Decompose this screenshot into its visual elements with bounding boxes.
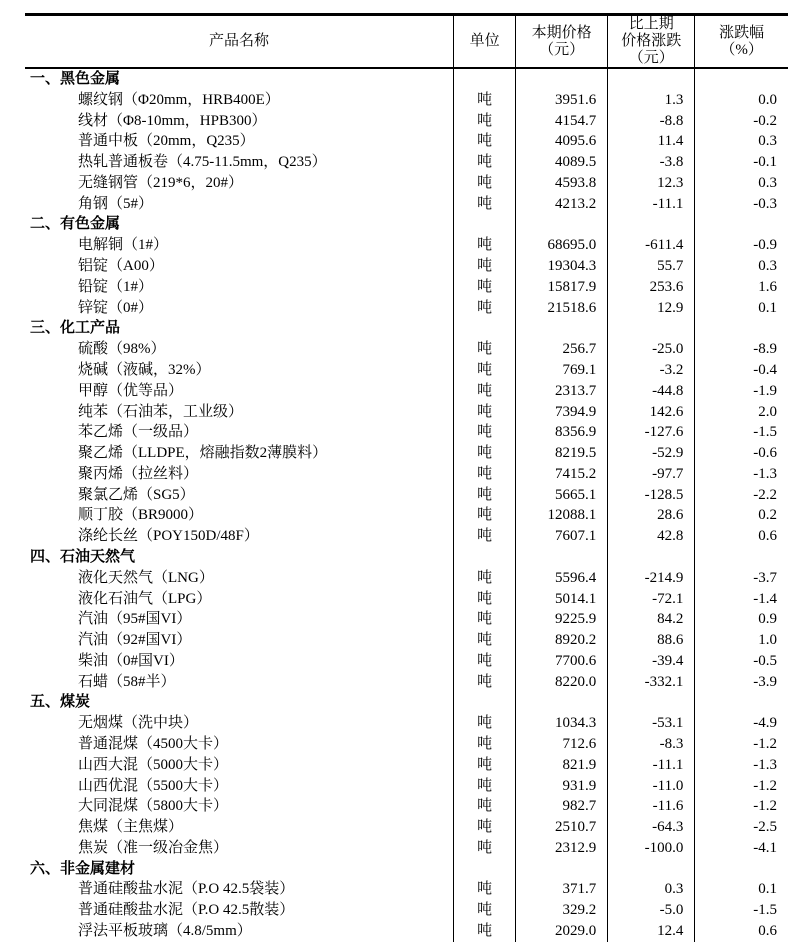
cell-product-name: 螺纹钢（Φ20mm，HRB400E） bbox=[78, 91, 280, 108]
product-row bbox=[25, 194, 788, 215]
product-row bbox=[25, 277, 788, 298]
cell-price-change: -8.8 bbox=[608, 111, 695, 132]
cell-product-name: 聚丙烯（拉丝料） bbox=[78, 465, 199, 482]
cell-unit: 吨 bbox=[454, 755, 516, 776]
product-row bbox=[25, 111, 788, 132]
cell-change-pct: -2.5 bbox=[695, 817, 788, 838]
cell-unit: 吨 bbox=[454, 111, 516, 132]
cell-change-pct: 0.6 bbox=[695, 921, 788, 942]
cell-product-name: 焦炭（准一级冶金焦） bbox=[78, 839, 229, 856]
cell-unit: 吨 bbox=[454, 339, 516, 360]
cell-unit: 吨 bbox=[454, 921, 516, 942]
cell-unit: 吨 bbox=[454, 900, 516, 921]
section-empty-cell bbox=[516, 214, 608, 235]
cell-current-price: 8219.5 bbox=[516, 443, 608, 464]
cell-product-name: 锌锭（0#） bbox=[78, 299, 154, 316]
cell-price-change: -100.0 bbox=[608, 838, 695, 859]
cell-product-name: 焦煤（主焦煤） bbox=[78, 819, 184, 836]
cell-current-price: 8220.0 bbox=[516, 672, 608, 693]
cell-current-price: 12088.1 bbox=[516, 505, 608, 526]
column-header-line: （元） bbox=[539, 41, 585, 58]
product-row bbox=[25, 651, 788, 672]
cell-price-change: 253.6 bbox=[608, 277, 695, 298]
cell-change-pct: -1.5 bbox=[695, 900, 788, 921]
cell-unit: 吨 bbox=[454, 173, 516, 194]
cell-change-pct: -0.9 bbox=[695, 235, 788, 256]
section-empty-cell bbox=[516, 547, 608, 568]
column-header-line: 产品名称 bbox=[209, 33, 270, 49]
cell-price-change: -11.6 bbox=[608, 796, 695, 817]
product-row bbox=[25, 464, 788, 485]
column-header-line: 本期价格 bbox=[531, 24, 592, 41]
table-header bbox=[25, 15, 788, 69]
cell-current-price: 5014.1 bbox=[516, 589, 608, 610]
cell-price-change: -97.7 bbox=[608, 464, 695, 485]
cell-product-name: 烧碱（液碱，32%） bbox=[78, 361, 211, 378]
section-empty-cell bbox=[516, 859, 608, 880]
cell-unit: 吨 bbox=[454, 817, 516, 838]
cell-change-pct: 1.0 bbox=[695, 630, 788, 651]
cell-product-name: 铅锭（1#） bbox=[78, 278, 154, 295]
cell-product-name: 涤纶长丝（POY150D/48F） bbox=[78, 528, 259, 545]
cell-product-name: 无缝钢管（219*6，20#） bbox=[78, 174, 244, 191]
product-row bbox=[25, 422, 788, 443]
cell-product-name: 普通硅酸盐水泥（P.O 42.5袋装） bbox=[78, 881, 295, 898]
cell-change-pct: 0.2 bbox=[695, 505, 788, 526]
cell-price-change: 1.3 bbox=[608, 90, 695, 111]
section-empty-cell bbox=[695, 692, 788, 713]
product-row bbox=[25, 568, 788, 589]
cell-unit: 吨 bbox=[454, 152, 516, 173]
cell-unit: 吨 bbox=[454, 796, 516, 817]
table-body bbox=[25, 68, 788, 942]
cell-product-name: 苯乙烯（一级品） bbox=[78, 424, 199, 441]
cell-price-change: -52.9 bbox=[608, 443, 695, 464]
product-row bbox=[25, 381, 788, 402]
cell-price-change: -8.3 bbox=[608, 734, 695, 755]
product-row bbox=[25, 443, 788, 464]
cell-product-name: 普通硅酸盐水泥（P.O 42.5散装） bbox=[78, 902, 295, 919]
cell-price-change: -64.3 bbox=[608, 817, 695, 838]
cell-price-change: 11.4 bbox=[608, 131, 695, 152]
section-empty-cell bbox=[608, 68, 695, 90]
cell-current-price: 8356.9 bbox=[516, 422, 608, 443]
section-empty-cell bbox=[695, 318, 788, 339]
cell-change-pct: -3.9 bbox=[695, 672, 788, 693]
cell-product-name: 浮法平板玻璃（4.8/5mm） bbox=[78, 923, 252, 940]
cell-unit: 吨 bbox=[454, 838, 516, 859]
cell-current-price: 4089.5 bbox=[516, 152, 608, 173]
product-row bbox=[25, 734, 788, 755]
cell-unit: 吨 bbox=[454, 277, 516, 298]
cell-product-name: 聚氯乙烯（SG5） bbox=[78, 486, 195, 503]
cell-product-name: 普通混煤（4500大卡） bbox=[78, 736, 229, 752]
section-title: 四、石油天然气 bbox=[30, 548, 136, 565]
cell-product-name: 大同混煤（5800大卡） bbox=[78, 798, 229, 815]
column-header-line: 比上期 bbox=[628, 16, 674, 32]
section-row bbox=[25, 318, 788, 339]
product-row bbox=[25, 526, 788, 547]
cell-price-change: 12.9 bbox=[608, 298, 695, 319]
cell-unit: 吨 bbox=[454, 422, 516, 443]
cell-product-name: 山西大混（5000大卡） bbox=[78, 756, 229, 773]
product-row bbox=[25, 921, 788, 942]
cell-current-price: 19304.3 bbox=[516, 256, 608, 277]
section-empty-cell bbox=[454, 318, 516, 339]
cell-change-pct: -1.3 bbox=[695, 464, 788, 485]
cell-current-price: 68695.0 bbox=[516, 235, 608, 256]
cell-current-price: 21518.6 bbox=[516, 298, 608, 319]
cell-current-price: 256.7 bbox=[516, 339, 608, 360]
cell-unit: 吨 bbox=[454, 90, 516, 111]
cell-product-name: 山西优混（5500大卡） bbox=[78, 777, 229, 794]
section-empty-cell bbox=[454, 859, 516, 880]
column-header-line: （元） bbox=[628, 50, 674, 66]
cell-unit: 吨 bbox=[454, 776, 516, 797]
cell-change-pct: 0.3 bbox=[695, 131, 788, 152]
cell-current-price: 4154.7 bbox=[516, 111, 608, 132]
section-empty-cell bbox=[608, 692, 695, 713]
product-row bbox=[25, 402, 788, 423]
cell-current-price: 821.9 bbox=[516, 755, 608, 776]
cell-price-change: -39.4 bbox=[608, 651, 695, 672]
product-row bbox=[25, 360, 788, 381]
section-empty-cell bbox=[695, 859, 788, 880]
cell-price-change: -53.1 bbox=[608, 713, 695, 734]
product-row bbox=[25, 817, 788, 838]
cell-current-price: 2312.9 bbox=[516, 838, 608, 859]
product-row bbox=[25, 879, 788, 900]
cell-price-change: 88.6 bbox=[608, 630, 695, 651]
cell-unit: 吨 bbox=[454, 443, 516, 464]
cell-price-change: -5.0 bbox=[608, 900, 695, 921]
product-row bbox=[25, 235, 788, 256]
cell-change-pct: 0.9 bbox=[695, 609, 788, 630]
cell-price-change: -127.6 bbox=[608, 422, 695, 443]
product-row bbox=[25, 256, 788, 277]
column-header-line: 单位 bbox=[469, 33, 500, 49]
section-empty-cell bbox=[516, 318, 608, 339]
cell-change-pct: -1.4 bbox=[695, 589, 788, 610]
cell-product-name: 聚乙烯（LLDPE，熔融指数2薄膜料） bbox=[78, 445, 328, 462]
cell-price-change: -11.1 bbox=[608, 194, 695, 215]
cell-current-price: 8920.2 bbox=[516, 630, 608, 651]
cell-price-change: 0.3 bbox=[608, 879, 695, 900]
cell-price-change: -214.9 bbox=[608, 568, 695, 589]
section-row bbox=[25, 859, 788, 880]
cell-unit: 吨 bbox=[454, 235, 516, 256]
cell-change-pct: -8.9 bbox=[695, 339, 788, 360]
section-empty-cell bbox=[695, 68, 788, 90]
cell-change-pct: -1.5 bbox=[695, 422, 788, 443]
product-row bbox=[25, 505, 788, 526]
cell-change-pct: -1.9 bbox=[695, 381, 788, 402]
cell-change-pct: -2.2 bbox=[695, 485, 788, 506]
cell-product-name: 无烟煤（洗中块） bbox=[78, 715, 199, 732]
product-row bbox=[25, 630, 788, 651]
column-header-line: （%） bbox=[720, 41, 763, 58]
column-header-price-change bbox=[608, 15, 695, 69]
cell-current-price: 982.7 bbox=[516, 796, 608, 817]
cell-change-pct: 0.3 bbox=[695, 173, 788, 194]
section-empty-cell bbox=[695, 214, 788, 235]
cell-product-name: 汽油（92#国VI） bbox=[78, 632, 192, 649]
cell-product-name: 液化石油气（LPG） bbox=[78, 590, 212, 607]
product-row bbox=[25, 838, 788, 859]
cell-price-change: -72.1 bbox=[608, 589, 695, 610]
cell-unit: 吨 bbox=[454, 402, 516, 423]
cell-unit: 吨 bbox=[454, 879, 516, 900]
product-row bbox=[25, 485, 788, 506]
cell-price-change: -11.1 bbox=[608, 755, 695, 776]
cell-unit: 吨 bbox=[454, 589, 516, 610]
section-empty-cell bbox=[454, 214, 516, 235]
cell-product-name: 普通中板（20mm，Q235） bbox=[78, 133, 255, 150]
cell-product-name: 线材（Φ8-10mm，HPB300） bbox=[78, 112, 267, 129]
cell-unit: 吨 bbox=[454, 526, 516, 547]
column-header-line: 涨跌幅 bbox=[719, 24, 765, 41]
column-header-current-price bbox=[516, 15, 608, 69]
cell-change-pct: 2.0 bbox=[695, 402, 788, 423]
column-header-product-name bbox=[25, 15, 454, 69]
cell-unit: 吨 bbox=[454, 609, 516, 630]
cell-change-pct: -0.2 bbox=[695, 111, 788, 132]
cell-current-price: 2510.7 bbox=[516, 817, 608, 838]
product-row bbox=[25, 755, 788, 776]
cell-price-change: -3.2 bbox=[608, 360, 695, 381]
cell-product-name: 汽油（95#国VI） bbox=[78, 611, 192, 628]
cell-price-change: -128.5 bbox=[608, 485, 695, 506]
product-row bbox=[25, 131, 788, 152]
product-row bbox=[25, 796, 788, 817]
cell-current-price: 3951.6 bbox=[516, 90, 608, 111]
section-empty-cell bbox=[608, 859, 695, 880]
cell-unit: 吨 bbox=[454, 360, 516, 381]
cell-unit: 吨 bbox=[454, 131, 516, 152]
cell-current-price: 2029.0 bbox=[516, 921, 608, 942]
cell-price-change: 142.6 bbox=[608, 402, 695, 423]
cell-price-change: 12.4 bbox=[608, 921, 695, 942]
section-title: 五、煤炭 bbox=[30, 694, 91, 711]
cell-current-price: 15817.9 bbox=[516, 277, 608, 298]
cell-current-price: 9225.9 bbox=[516, 609, 608, 630]
cell-current-price: 2313.7 bbox=[516, 381, 608, 402]
cell-current-price: 931.9 bbox=[516, 776, 608, 797]
cell-price-change: 12.3 bbox=[608, 173, 695, 194]
section-empty-cell bbox=[454, 547, 516, 568]
cell-product-name: 液化天然气（LNG） bbox=[78, 569, 214, 586]
cell-change-pct: 0.3 bbox=[695, 256, 788, 277]
cell-current-price: 4593.8 bbox=[516, 173, 608, 194]
cell-price-change: -332.1 bbox=[608, 672, 695, 693]
cell-change-pct: 0.0 bbox=[695, 90, 788, 111]
section-empty-cell bbox=[454, 68, 516, 90]
product-row bbox=[25, 173, 788, 194]
cell-product-name: 顺丁胶（BR9000） bbox=[78, 507, 204, 524]
cell-price-change: -11.0 bbox=[608, 776, 695, 797]
cell-change-pct: -1.3 bbox=[695, 755, 788, 776]
cell-unit: 吨 bbox=[454, 505, 516, 526]
cell-current-price: 7700.6 bbox=[516, 651, 608, 672]
cell-product-name: 热轧普通板卷（4.75-11.5mm，Q235） bbox=[78, 154, 327, 171]
product-row bbox=[25, 589, 788, 610]
cell-current-price: 329.2 bbox=[516, 900, 608, 921]
cell-product-name: 石蜡（58#半） bbox=[78, 673, 176, 690]
section-row bbox=[25, 692, 788, 713]
cell-unit: 吨 bbox=[454, 568, 516, 589]
cell-change-pct: -4.1 bbox=[695, 838, 788, 859]
cell-product-name: 角钢（5#） bbox=[78, 195, 154, 212]
cell-price-change: -25.0 bbox=[608, 339, 695, 360]
cell-change-pct: -0.1 bbox=[695, 152, 788, 173]
section-empty-cell bbox=[516, 692, 608, 713]
cell-price-change: -44.8 bbox=[608, 381, 695, 402]
section-empty-cell bbox=[608, 214, 695, 235]
cell-change-pct: -0.6 bbox=[695, 443, 788, 464]
cell-price-change: 42.8 bbox=[608, 526, 695, 547]
section-empty-cell bbox=[695, 547, 788, 568]
column-header-line: 价格涨跌 bbox=[621, 33, 682, 49]
cell-current-price: 7394.9 bbox=[516, 402, 608, 423]
cell-current-price: 712.6 bbox=[516, 734, 608, 755]
cell-unit: 吨 bbox=[454, 672, 516, 693]
product-row bbox=[25, 609, 788, 630]
product-row bbox=[25, 900, 788, 921]
cell-change-pct: -0.3 bbox=[695, 194, 788, 215]
header-row bbox=[25, 15, 788, 69]
cell-product-name: 硫酸（98%） bbox=[78, 341, 166, 358]
cell-change-pct: -1.2 bbox=[695, 734, 788, 755]
cell-current-price: 7415.2 bbox=[516, 464, 608, 485]
cell-unit: 吨 bbox=[454, 256, 516, 277]
cell-current-price: 5596.4 bbox=[516, 568, 608, 589]
product-row bbox=[25, 713, 788, 734]
cell-current-price: 7607.1 bbox=[516, 526, 608, 547]
section-row bbox=[25, 214, 788, 235]
cell-change-pct: 0.1 bbox=[695, 879, 788, 900]
cell-unit: 吨 bbox=[454, 651, 516, 672]
cell-change-pct: 0.6 bbox=[695, 526, 788, 547]
cell-current-price: 4213.2 bbox=[516, 194, 608, 215]
cell-current-price: 4095.6 bbox=[516, 131, 608, 152]
cell-price-change: -611.4 bbox=[608, 235, 695, 256]
cell-unit: 吨 bbox=[454, 485, 516, 506]
cell-change-pct: 0.1 bbox=[695, 298, 788, 319]
cell-unit: 吨 bbox=[454, 381, 516, 402]
cell-product-name: 铝锭（A00） bbox=[78, 258, 164, 275]
cell-change-pct: -1.2 bbox=[695, 796, 788, 817]
section-title: 一、黑色金属 bbox=[30, 71, 121, 87]
section-row bbox=[25, 68, 788, 90]
section-title: 二、有色金属 bbox=[30, 216, 121, 233]
column-header-unit bbox=[454, 15, 516, 69]
cell-price-change: 28.6 bbox=[608, 505, 695, 526]
cell-current-price: 371.7 bbox=[516, 879, 608, 900]
cell-change-pct: 1.6 bbox=[695, 277, 788, 298]
section-empty-cell bbox=[608, 318, 695, 339]
section-empty-cell bbox=[454, 692, 516, 713]
cell-current-price: 769.1 bbox=[516, 360, 608, 381]
cell-change-pct: -0.4 bbox=[695, 360, 788, 381]
price-table bbox=[25, 13, 788, 942]
product-row bbox=[25, 339, 788, 360]
product-row bbox=[25, 152, 788, 173]
cell-product-name: 甲醇（优等品） bbox=[78, 382, 184, 399]
product-row bbox=[25, 776, 788, 797]
cell-change-pct: -0.5 bbox=[695, 651, 788, 672]
cell-unit: 吨 bbox=[454, 734, 516, 755]
cell-product-name: 纯苯（石油苯，工业级） bbox=[78, 403, 244, 420]
section-empty-cell bbox=[516, 68, 608, 90]
cell-price-change: 84.2 bbox=[608, 609, 695, 630]
cell-unit: 吨 bbox=[454, 630, 516, 651]
product-row bbox=[25, 298, 788, 319]
cell-change-pct: -1.2 bbox=[695, 776, 788, 797]
section-title: 三、化工产品 bbox=[30, 320, 121, 337]
cell-current-price: 5665.1 bbox=[516, 485, 608, 506]
cell-unit: 吨 bbox=[454, 713, 516, 734]
cell-change-pct: -4.9 bbox=[695, 713, 788, 734]
section-row bbox=[25, 547, 788, 568]
section-empty-cell bbox=[608, 547, 695, 568]
cell-change-pct: -3.7 bbox=[695, 568, 788, 589]
cell-unit: 吨 bbox=[454, 464, 516, 485]
product-row bbox=[25, 90, 788, 111]
cell-price-change: 55.7 bbox=[608, 256, 695, 277]
cell-unit: 吨 bbox=[454, 194, 516, 215]
section-title: 六、非金属建材 bbox=[30, 860, 136, 877]
cell-unit: 吨 bbox=[454, 298, 516, 319]
cell-current-price: 1034.3 bbox=[516, 713, 608, 734]
cell-price-change: -3.8 bbox=[608, 152, 695, 173]
product-row bbox=[25, 672, 788, 693]
cell-product-name: 电解铜（1#） bbox=[78, 237, 169, 254]
cell-product-name: 柴油（0#国VI） bbox=[78, 652, 184, 669]
column-header-change-pct bbox=[695, 15, 788, 69]
